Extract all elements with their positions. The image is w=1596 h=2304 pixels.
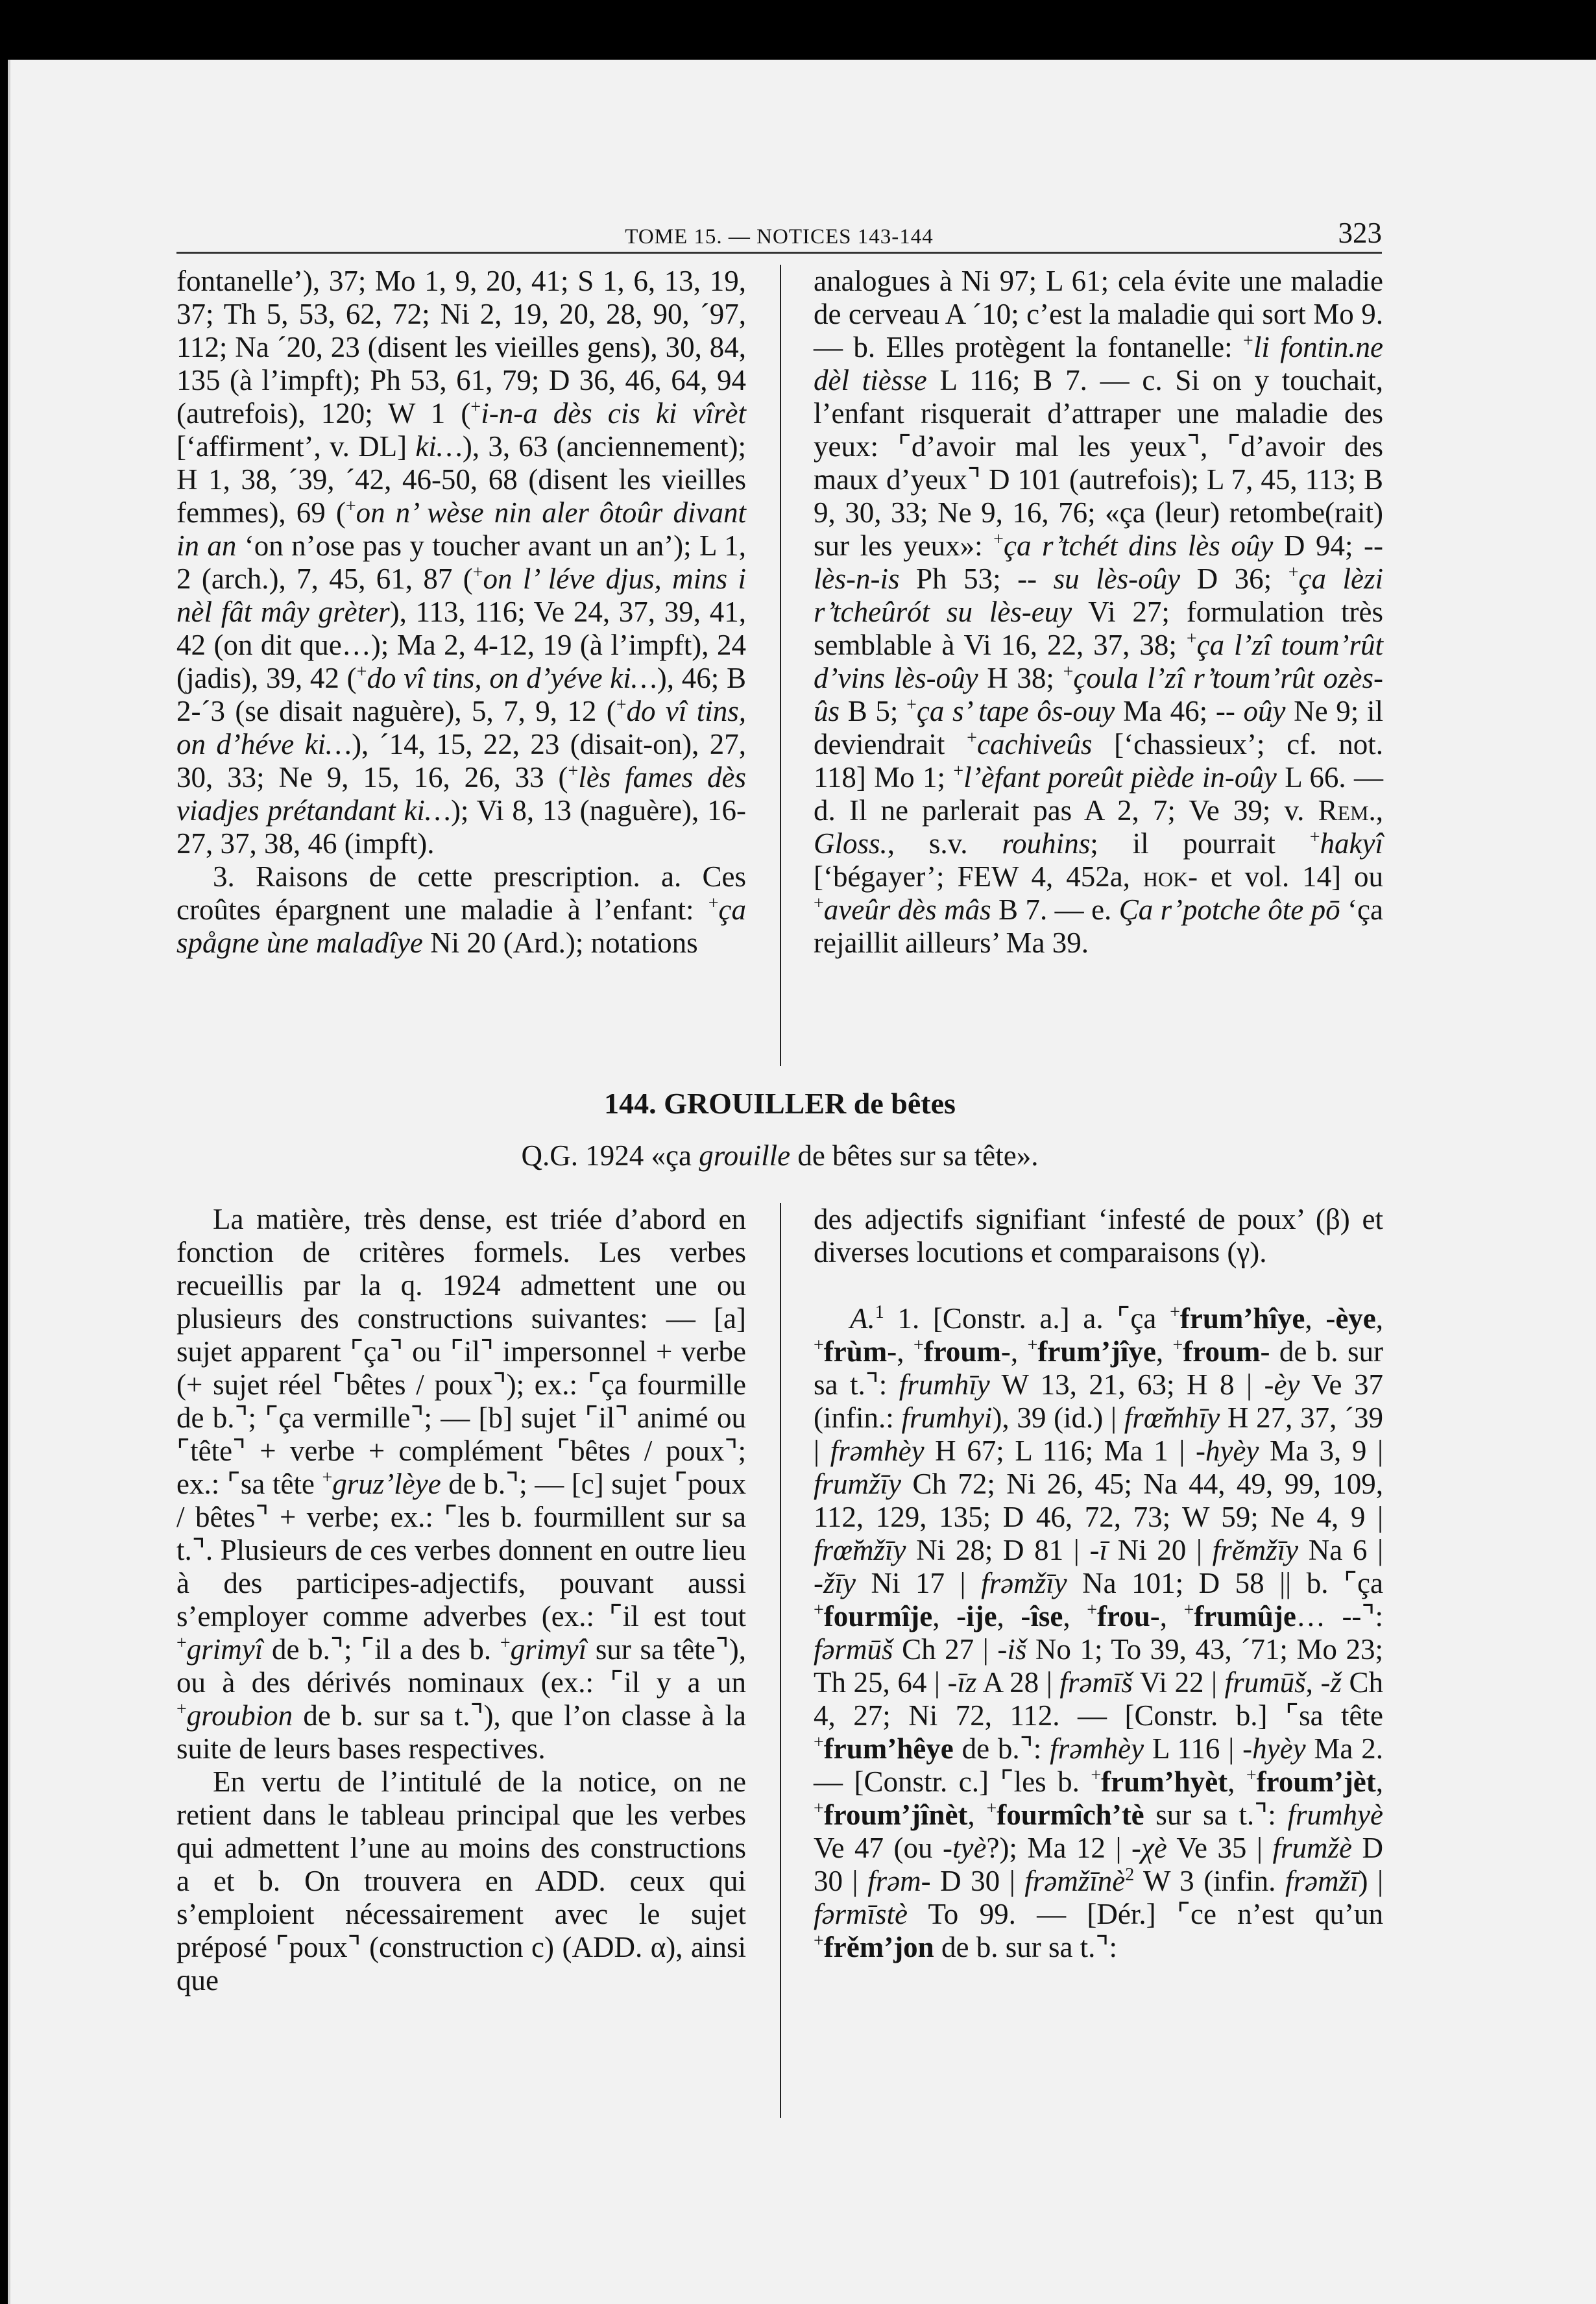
notice-144-title: 144. GROUILLER de bêtes [604,1087,956,1120]
paragraph: analogues à Ni 97; L 61; cela évite une maladie de cerveau A ´10; c’est la maladie qui sort Mo 9. — b. Elles protègent la fontanelle: +li fontin.ne dèl tièsse L 116; B 7. — c. Si on y touchait, l’enfant risquerait d’attraper une maladie des yeux: ⌜d’avoir mal les yeux⌝, ⌜d’avoir des maux d’yeux⌝ D 101 (autrefois); L 7, 45, 113; B 9, 30, 33; Ne 9, 16, 76; «ça (leur) retombe(rait) sur les yeux»: +ça r’tchét dins lès oûy D 94; -- lès-n-is Ph 53; -- su lès-oûy D 36; +ça lèzi r’tcheûrót su lès-euy Vi 27; formulation très semblable à Vi 16, 22, 37, 38; +ça l’zî toum’rût d’vins lès-oûy H 38; +çoula l’zî r’toum’rût ozès-ûs B 5; +ça s’ tape ôs-ouy Ma 46; -- oûy Ne 9; il deviendrait +cachiveûs [‘chassieux’; cf. not. 118] Mo 1; +l’èfant poreût piède in-oûy L 66. — d. Il ne parlerait pas A 2, 7; Ve 39; v. Rem., Gloss., s.v. rouhins; il pourrait +hakyî [‘bégayer’; FEW 4, 452a, hok- et vol. 14] ou +aveûr dès mâs B 7. — e. Ça r’potche ôte pō ‘ça rejaillit ailleurs’ Ma 39. [814,265,1384,959]
notice-143-right-column [814,265,1383,960]
paragraph: En vertu de l’intitulé de la notice, on ne retient dans le tableau principal que les verbes qui admettent l’une au moins des constructions a et b. On trouvera en ADD. ceux qui s’emploient nécessairement avec le sujet préposé ⌜poux⌝ (construction c) (ADD. α), ainsi que [176,1765,746,1996]
running-title: TOME 15. — NOTICES 143-144 [625,225,934,249]
page-content [176,208,1383,2154]
notice-144-right-column [814,1203,1383,1964]
notice-144-subtitle: Q.G. 1924 «ça grouille de bêtes sur sa tête». [521,1139,1039,1172]
paragraph: A.$^1$ 1. [Constr. a.] a. ⌜ça +frum’hîye, -èye, +frùm-, +froum-, +frum’jîye, +froum- de b. sur sa t.⌝: frumhīy W 13, 21, 63; H 8 | -èy Ve 37 (infin.: frumhyi), 39 (id.) | frœ̆mhīy H 27, 37, ´39 | frəmhèy H 67; L 116; Ma 1 | -hyèy Ma 3, 9 | frumžīy Ch 72; Ni 26, 45; Na 44, 49, 99, 109, 112, 129, 135; D 46, 72, 73; W 59; Ne 4, 9 | frœ̆mžīy Ni 28; D 81 | -ī Ni 20 | frĕmžīy Na 6 | -žīy Ni 17 | frəmžīy Na 101; D 58 || b. ⌜ça +fourmîje, -ije, -îse, +frou-, +frumûje… --⌝: fərmūš Ch 27 | -iš No 1; To 39, 43, ´71; Mo 23; Th 25, 64 | -īz A 28 | frəmīš Vi 22 | frumūš, -ž Ch 4, 27; Ni 72, 112. — [Constr. b.] ⌜sa tête +frum’hêye de b.⌝: frəmhèy L 116 | -hyèy Ma 2. — [Constr. c.] ⌜les b. +frum’hyèt, +froum’jèt, +froum’jînèt, +fourmîch’tè sur sa t.⌝: frumhyè Ve 47 (ou -tyè?); Ma 12 | -χè Ve 35 | frumžè D 30 | frəm- D 30 | frəmžīnè$^2$ W 3 (infin. frəmžī) | fərmīstè To 99. — [Dér.] ⌜ce n’est qu’un +frěm’jon de b. sur sa t.⌝: [814,1302,1384,1963]
notice-143-columns [176,265,1383,1066]
page-number: 323 [1338,217,1382,249]
column-divider [780,1203,781,2118]
notice-144-left-column [176,1203,746,1997]
paragraph: fontanelle’), 37; Mo 1, 9, 20, 41; S 1, 6, 13, 19, 37; Th 5, 53, 62, 72; Ni 2, 19, 20, 28, 90, ´97, 112; Na ´20, 23 (disent les vieilles gens), 30, 84, 135 (à l’impft); Ph 53, 61, 79; D 36, 46, 64, 94 (autrefois), 120; W 1 (+i-n-a dès cis ki vîrèt [‘affirment’, v. DL] ki…), 3, 63 (anciennement); H 1, 38, ´39, ´42, 46-50, 68 (disent les vieilles femmes), 69 (+on n’ wèse nin aler ôtoûr divant in an ‘on n’ose pas y toucher avant un an’); L 1, 2 (arch.), 7, 45, 61, 87 (+on l’ léve djus, mins i nèl fât mây grèter), 113, 116; Ve 24, 37, 39, 41, 42 (on dit que…); Ma 2, 4-12, 19 (à l’impft), 24 (jadis), 39, 42 (+do vî tins, on d’yéve ki…), 46; B 2-´3 (se disait naguère), 5, 7, 9, 12 (+do vî tins, on d’héve ki…), ´14, 15, 22, 23 (disait-on), 27, 30, 33; Ne 9, 15, 16, 26, 33 (+lès fames dès viadjes prétandant ki…); Vi 8, 13 (naguère), 16-27, 37, 38, 46 (impft). [176,265,747,860]
notice-144-columns [176,1203,1383,2118]
running-header [176,208,1382,254]
paragraph: 3. Raisons de cette prescription. a. Ces croûtes épargnent une maladie à l’enfant: +ça spågne ùne maladîye Ni 20 (Ard.); notations [176,860,746,959]
paragraph: des adjectifs signifiant ‘infesté de poux’ (β) et diverses locutions et comparaisons (γ). [814,1203,1383,1268]
paragraph: La matière, très dense, est triée d’abord en fonction de critères formels. Les verbes recueillis par la q. 1924 admettent une ou plusieurs des constructions suivantes: — [a] sujet apparent ⌜ça⌝ ou ⌜il⌝ impersonnel + verbe (+ sujet réel ⌜bêtes / poux⌝); ex.: ⌜ça fourmille de b.⌝; ⌜ça vermille⌝; — [b] sujet ⌜il⌝ animé ou ⌜tête⌝ + verbe + complément ⌜bêtes / poux⌝; ex.: ⌜sa tête +gruz’lèye de b.⌝; — [c] sujet ⌜poux / bêtes⌝ + verbe; ex.: ⌜les b. fourmillent sur sa t.⌝. Plusieurs de ces verbes donnent en outre lieu à des participes-adjectifs, pouvant aussi s’employer comme adverbes (ex.: ⌜il est tout +grimyî de b.⌝; ⌜il a des b. +grimyî sur sa tête⌝), ou à des dérivés nominaux (ex.: ⌜il y a un +groubion de b. sur sa t.⌝), que l’on classe à la suite de leurs bases respectives. [176,1203,746,1765]
notice-143-left-column [176,265,746,960]
column-divider [780,265,781,1066]
